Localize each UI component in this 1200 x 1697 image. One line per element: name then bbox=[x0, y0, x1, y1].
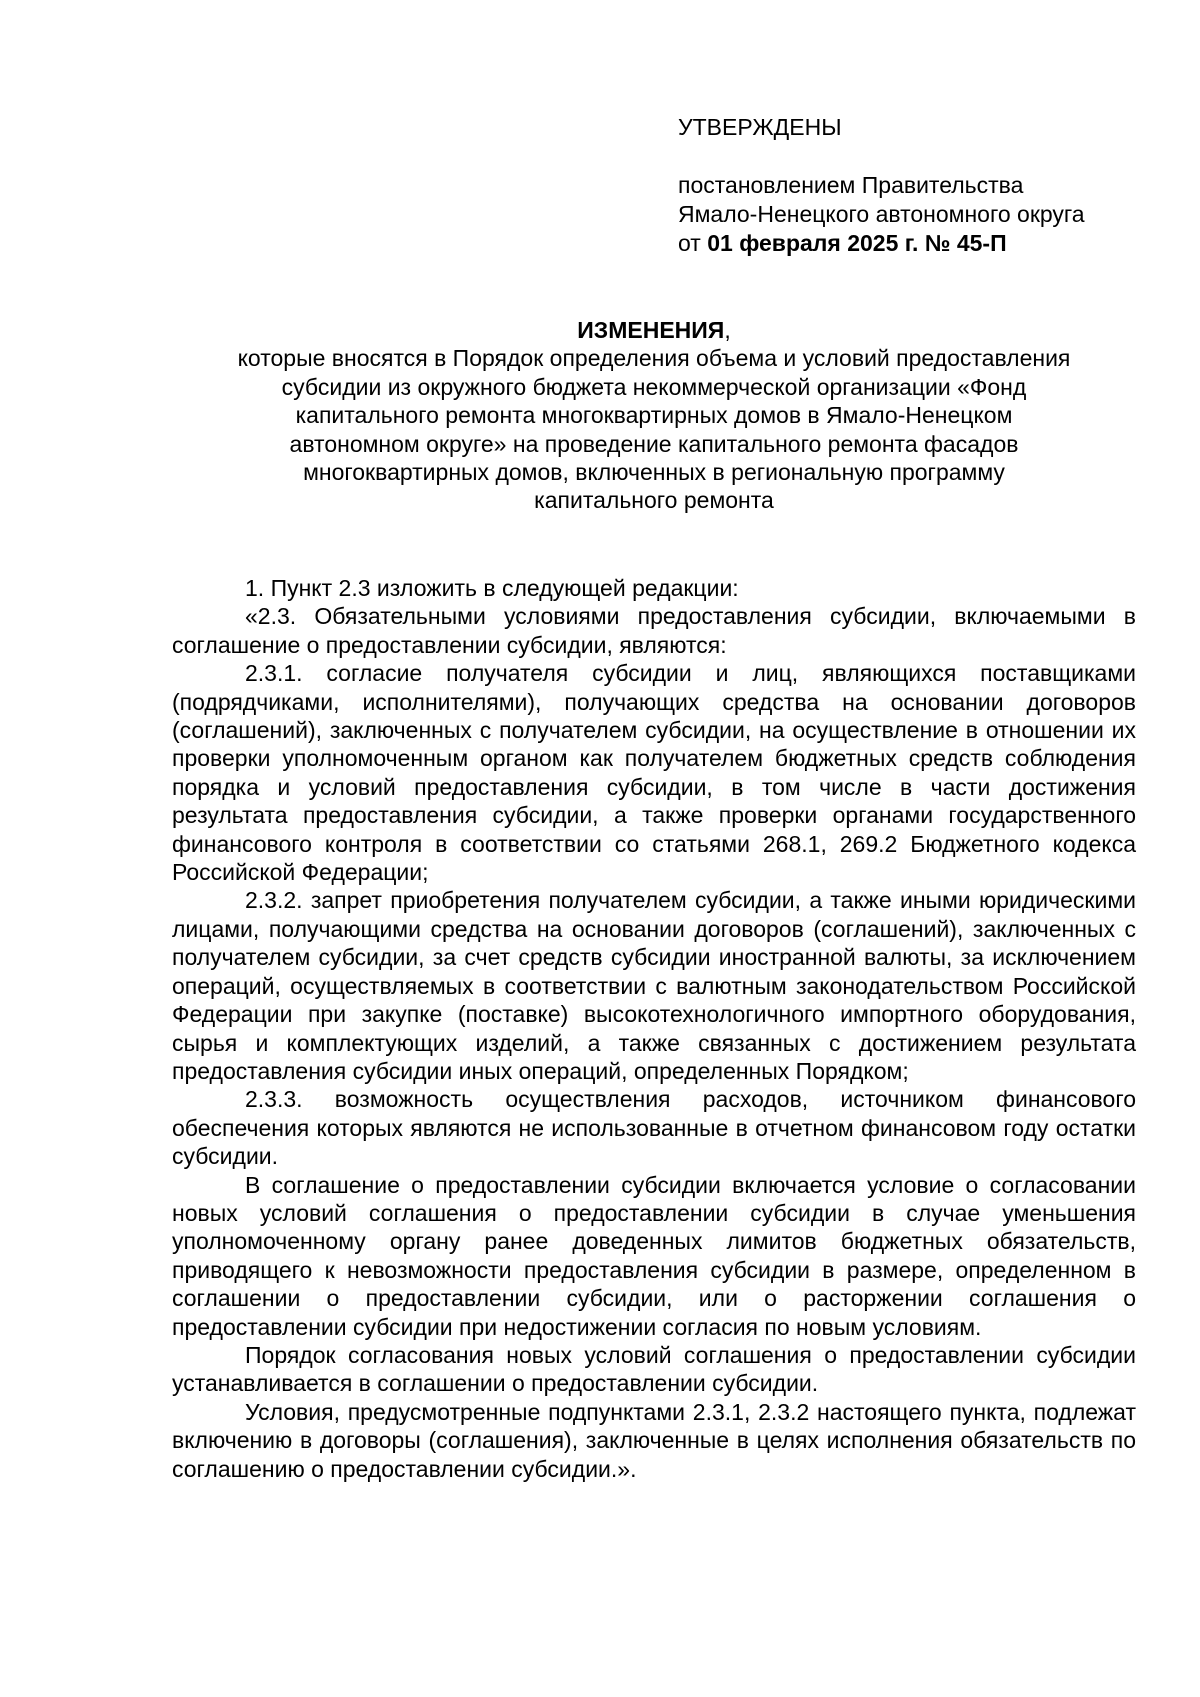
body-paragraph: Условия, предусмотренные подпунктами 2.3.1, 2.3.2 настоящего пункта, подлежат включению в договоры (соглашения), заключенные в целях исполнения обязательств по соглашению о предоставлении субсидии.». bbox=[172, 1398, 1136, 1482]
document-title-block bbox=[172, 316, 1136, 515]
title-line: которые вносятся в Порядок определения объема и условий предоставления bbox=[237, 345, 1071, 372]
document-heading-line bbox=[172, 316, 1136, 344]
title-line: капитального ремонта bbox=[534, 487, 774, 514]
title-line: субсидии из окружного бюджета некоммерческой организации «Фонд bbox=[281, 373, 1027, 400]
date-prefix: от bbox=[678, 230, 708, 256]
date-number: 01 февраля 2025 г. № 45-П bbox=[707, 230, 1007, 256]
body-paragraph: «2.3. Обязательными условиями предоставления субсидии, включаемыми в соглашение о предоставлении субсидии, являются: bbox=[172, 603, 1136, 658]
body-paragraph: Порядок согласования новых условий соглашения о предоставлении субсидии устанавливается в соглашении о предоставлении субсидии. bbox=[172, 1341, 1136, 1397]
body-paragraph: В соглашение о предоставлении субсидии включается условие о согласовании новых условий соглашения о предоставлении субсидии в случае уменьшения уполномоченному органу ранее доведенных лимитов бюджетных обязательств, приводящего к невозможности предоставления субсидии в размере, определенном в соглашении о предоставлении субсидии, или о расторжении соглашения о предоставлении субсидии при недостижении согласия по новым условиям. bbox=[172, 1171, 1136, 1340]
document-heading: ИЗМЕНЕНИЯ bbox=[577, 317, 725, 343]
document-heading-comma: , bbox=[724, 317, 731, 343]
approval-line-1: постановлением Правительства bbox=[678, 172, 1024, 198]
approval-date-line bbox=[678, 229, 1158, 258]
approved-stamp-text: УТВЕРЖДЕНЫ bbox=[678, 114, 842, 140]
title-line: капитального ремонта многоквартирных домов в Ямало-Ненецком bbox=[295, 402, 1013, 429]
title-line: многоквартирных домов, включенных в региональную программу bbox=[303, 459, 1005, 486]
title-line: автономном округе» на проведение капитального ремонта фасадов bbox=[289, 430, 1019, 457]
approval-line-2: Ямало-Ненецкого автономного округа bbox=[678, 201, 1085, 227]
body-paragraph: 2.3.3. возможность осуществления расходов, источником финансового обеспечения которых являются не использованные в отчетном финансовом году остатки субсидии. bbox=[172, 1086, 1136, 1170]
body-paragraph: 2.3.2. запрет приобретения получателем субсидии, а также иными юридическими лицами, получающими средства на основании договоров (соглашений), заключенных с получателем субсидии, за счет средств субсидии иностранной валюты, за исключением операций, осуществляемых в соответствии с валютным законодательством Российской Федерации при закупке (поставке) высокотехнологичного импортного оборудования, сырья и комплектующих изделий, а также связанных с достижением результата предоставления субсидии иных операций, определенных Порядком; bbox=[172, 887, 1136, 1084]
body-paragraph: 1. Пункт 2.3 изложить в следующей редакции: bbox=[245, 575, 739, 601]
body-paragraph: 2.3.1. согласие получателя субсидии и лиц, являющихся поставщиками (подрядчиками, исполнителями), получающих средства на основании договоров (соглашений), заключенных с получателем субсидии, на осуществление в отношении их проверки уполномоченным органом как получателем бюджетных средств соблюдения порядка и условий предоставления субсидии, в том числе в части достижения результата предоставления субсидии, а также проверки органами государственного финансового контроля в соответствии со статьями 268.1, 269.2 Бюджетного кодекса Российской Федерации; bbox=[172, 660, 1136, 886]
document-body bbox=[172, 574, 1136, 1483]
approval-block bbox=[678, 113, 1158, 258]
